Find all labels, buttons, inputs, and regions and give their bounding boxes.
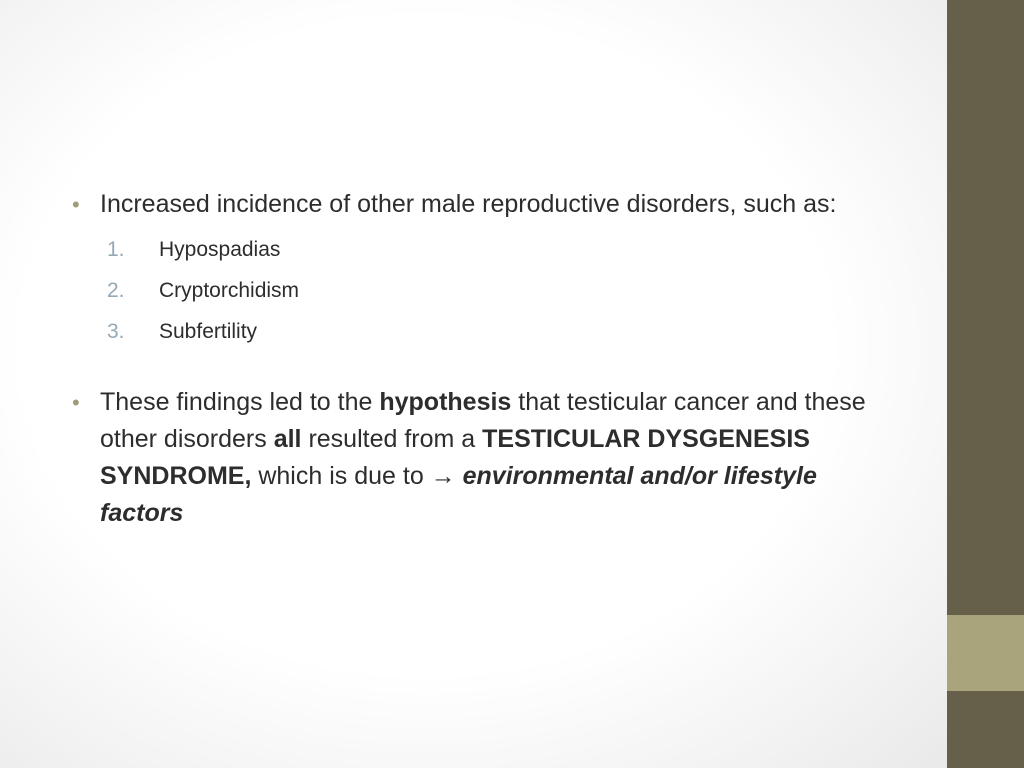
bullet-2-text [100,388,866,527]
factors-term: environmental and/or lifestyle factors [100,462,817,527]
list-number: 2. [107,279,125,302]
arrow-icon: → [430,462,456,490]
list-item-text: Subfertility [159,320,258,343]
list-number: 1. [107,238,125,261]
side-accent-block [947,615,1024,691]
bullet-marker: • [72,390,80,415]
slide-content [72,186,902,532]
bullet-2 [72,384,902,532]
list-item-text: Hypospadias [159,238,281,261]
bullet-1-text: Increased incidence of other male reproductive disorders, such as: [100,190,837,218]
list-item [72,270,902,311]
list-number: 3. [107,320,125,343]
text-segment: resulted from a [301,425,483,453]
bullet-1 [72,186,902,223]
disorder-list [72,229,902,352]
hypothesis-term: hypothesis [379,388,512,416]
list-item-text: Cryptorchidism [159,279,300,302]
text-segment: These findings led to the [100,388,380,416]
text-segment: which is due to [251,462,431,490]
all-term: all [273,425,302,453]
syndrome-term: TESTICULAR DYSGENESIS SYNDROME, [100,425,810,490]
list-item [72,229,902,270]
text-segment: that testicular cancer and these other disorders [100,388,866,453]
list-item [72,311,902,352]
bullet-marker: • [72,192,80,217]
